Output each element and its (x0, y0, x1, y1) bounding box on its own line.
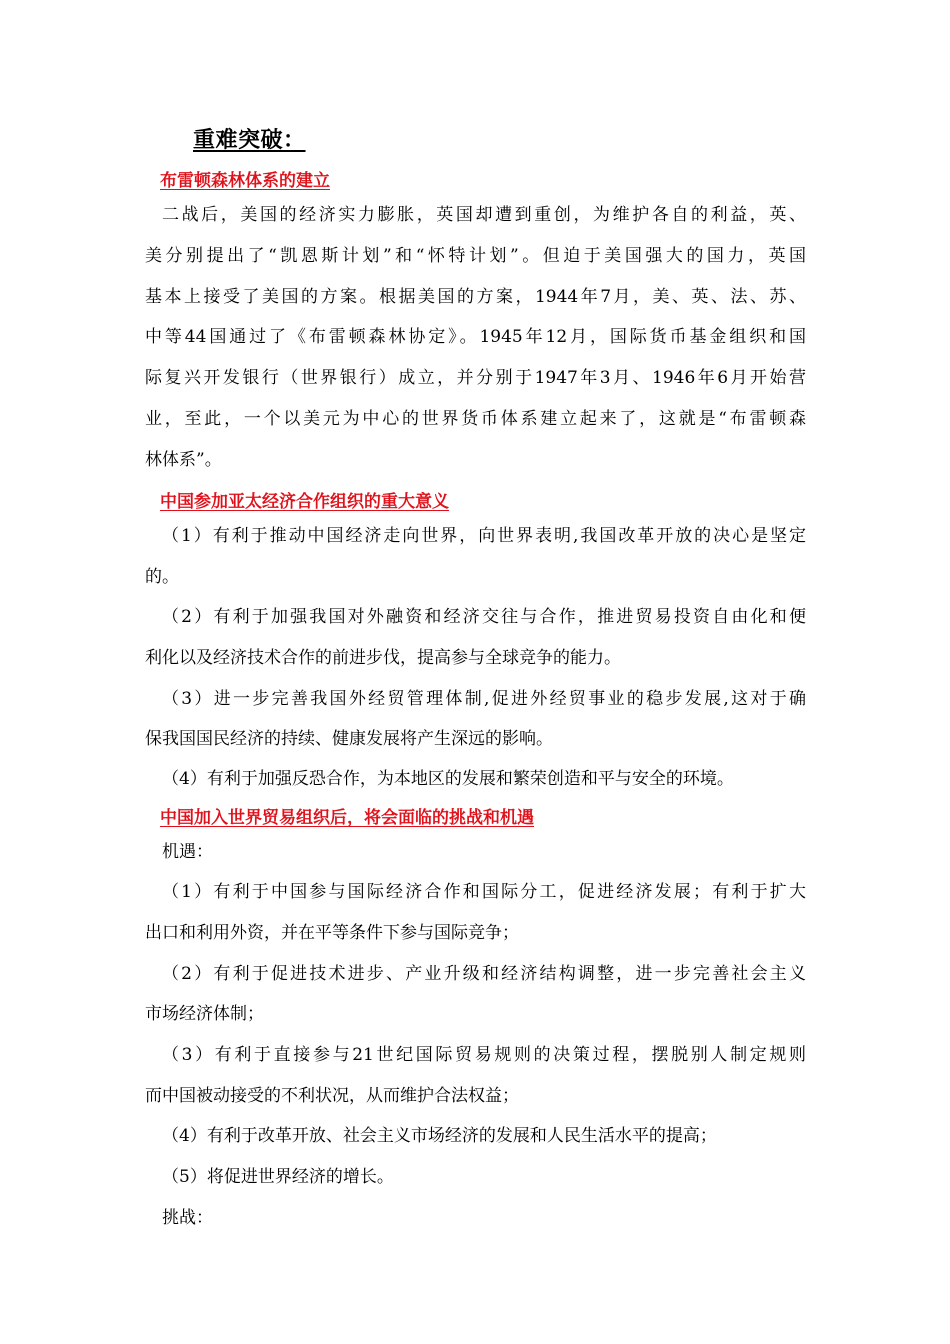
list-item: （1）有利于中国参与国际经济合作和国际分工，促进经济发展；有利于扩大 (162, 882, 806, 902)
list-item: （4）有利于改革开放、社会主义市场经济的发展和人民生活水平的提高； (162, 1126, 717, 1146)
subheading-challenges: 挑战： (162, 1208, 213, 1228)
list-item-continuation: 的。 (145, 567, 179, 587)
page-title: 重难突破： (193, 128, 306, 153)
list-item: （4）有利于加强反恐合作，为本地区的发展和繁荣创造和平与安全的环境。 (162, 769, 734, 789)
list-item: （2）有利于促进技术进步、产业升级和经济结构调整，进一步完善社会主义 (162, 964, 806, 984)
paragraph-line: 中等44国通过了《布雷顿森林协定》。1945年12月，国际货币基金组织和国 (145, 327, 806, 347)
list-item-continuation: 保我国国民经济的持续、健康发展将产生深远的影响。 (145, 729, 553, 749)
list-item: （1）有利于推动中国经济走向世界，向世界表明,我国改革开放的决心是坚定 (162, 526, 806, 546)
list-item-continuation: 出口和利用外资，并在平等条件下参与国际竞争； (145, 923, 519, 943)
paragraph-line: 业，至此，一个以美元为中心的世界货币体系建立起来了，这就是“布雷顿森 (145, 409, 806, 429)
paragraph-line: 基本上接受了美国的方案。根据美国的方案，1944年7月，美、英、法、苏、 (145, 287, 806, 307)
list-item-continuation: 而中国被动接受的不利状况，从而维护合法权益； (145, 1086, 519, 1106)
section-heading-wto: 中国加入世界贸易组织后，将会面临的挑战和机遇 (160, 808, 534, 828)
paragraph-line: 二战后，美国的经济实力膨胀，英国却遭到重创，为维护各自的利益，英、 (162, 205, 806, 225)
paragraph-line: 林体系”。 (145, 450, 222, 470)
list-item: （3）进一步完善我国外经贸管理体制,促进外经贸事业的稳步发展,这对于确 (162, 689, 806, 709)
paragraph-line: 美分别提出了“凯恩斯计划”和“怀特计划”。但迫于美国强大的国力，英国 (145, 246, 806, 266)
paragraph-line: 际复兴开发银行（世界银行）成立，并分别于1947年3月、1946年6月开始营 (145, 368, 806, 388)
section-heading-apec: 中国参加亚太经济合作组织的重大意义 (160, 492, 449, 512)
subheading-opportunities: 机遇： (162, 842, 213, 862)
list-item: （3）有利于直接参与21世纪国际贸易规则的决策过程，摆脱别人制定规则 (162, 1045, 806, 1065)
list-item-continuation: 市场经济体制； (145, 1004, 264, 1024)
list-item: （2）有利于加强我国对外融资和经济交往与合作，推进贸易投资自由化和便 (162, 607, 806, 627)
section-heading-bretton-woods: 布雷顿森林体系的建立 (160, 171, 330, 191)
list-item-continuation: 利化以及经济技术合作的前进步伐，提高参与全球竞争的能力。 (145, 648, 621, 668)
list-item: （5）将促进世界经济的增长。 (162, 1167, 394, 1187)
